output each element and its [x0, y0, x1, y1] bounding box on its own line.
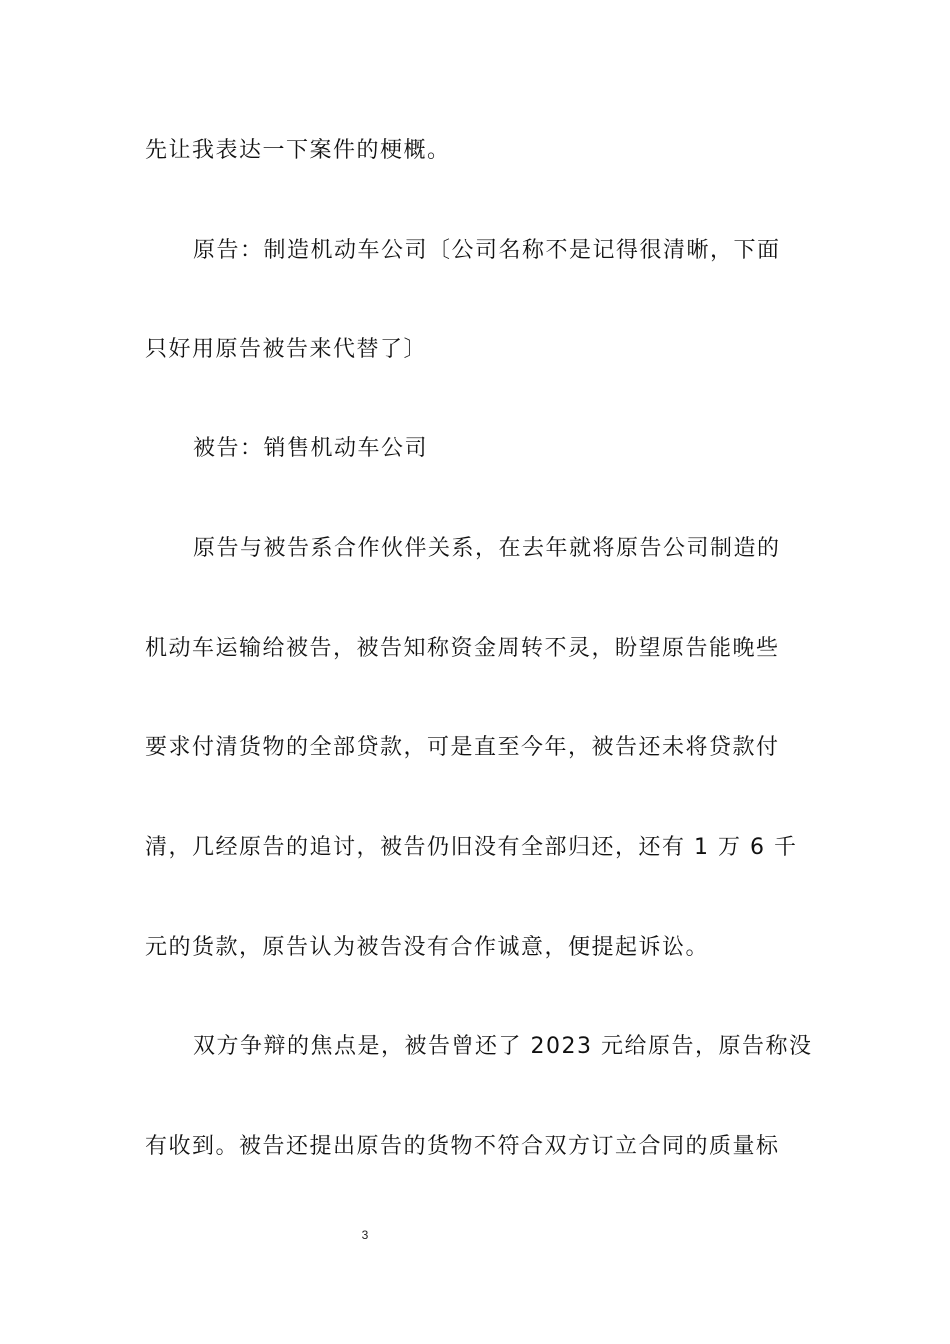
text-line: 只好用原告被告来代替了〕 [145, 337, 428, 362]
page-number: 3 [361, 1228, 369, 1242]
text-line: 清，几经原告的追讨，被告仍旧没有全部归还，还有 1 万 6 千 [145, 835, 798, 860]
text-line: 元的货款，原告认为被告没有合作诚意，便提起诉讼。 [145, 935, 710, 960]
text-line: 要求付清货物的全部贷款，可是直至今年，被告还未将贷款付 [145, 735, 780, 760]
text-line: 机动车运输给被告，被告知称资金周转不灵，盼望原告能晚些 [145, 636, 780, 661]
text-line: 原告与被告系合作伙伴关系，在去年就将原告公司制造的 [193, 536, 781, 561]
text-line: 有收到。被告还提出原告的货物不符合双方订立合同的质量标 [145, 1134, 780, 1159]
text-line: 先让我表达一下案件的梗概。 [145, 138, 451, 163]
text-line: 原告：制造机动车公司〔公司名称不是记得很清晰，下面 [193, 238, 781, 263]
text-line: 被告：销售机动车公司 [193, 436, 429, 461]
text-line: 双方争辩的焦点是，被告曾还了 2023 元给原告，原告称没 [193, 1034, 813, 1059]
